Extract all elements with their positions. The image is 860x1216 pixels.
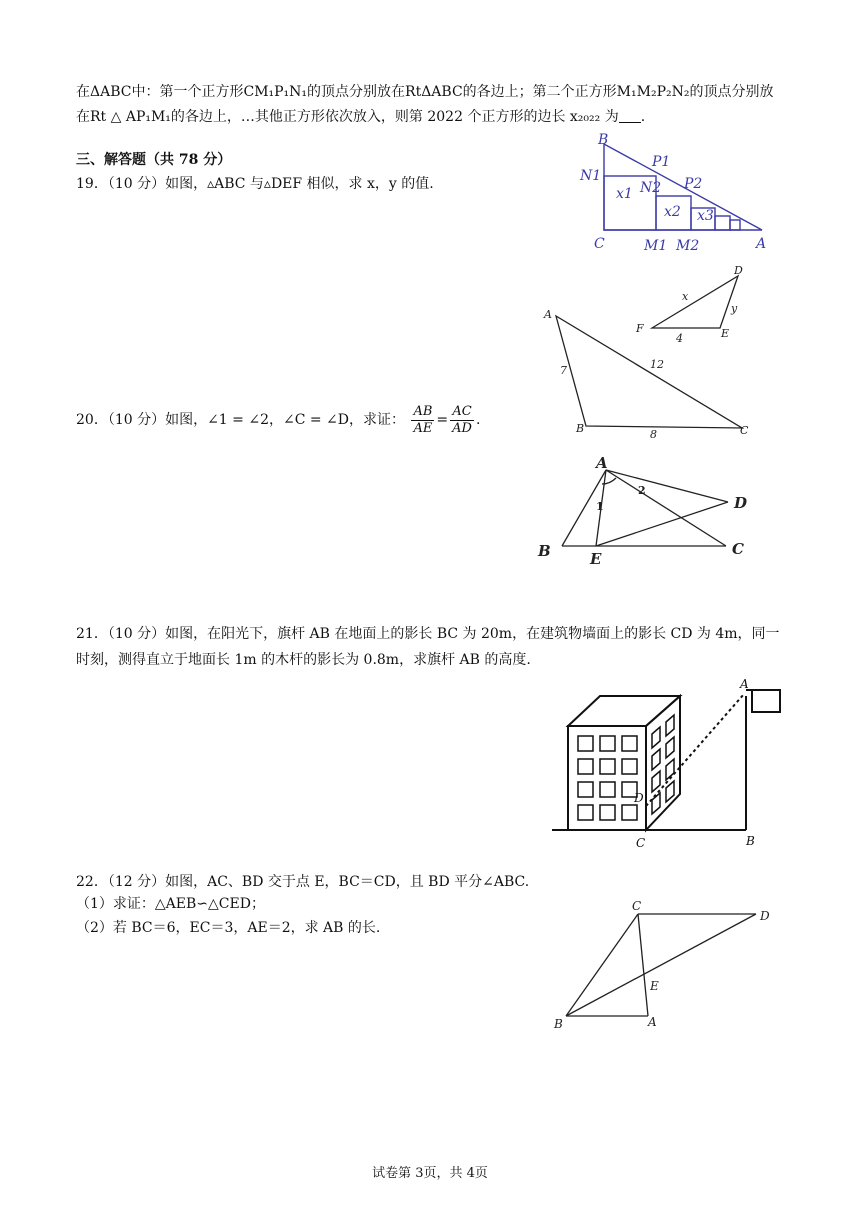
label-D: D xyxy=(734,494,748,512)
q18-line2 xyxy=(76,107,645,127)
q18-line2-text: 在Rt △ AP₁M₁的各边上，…其他正方形依次放入，则第 2022 个正方形的边长 x₂₀₂₂ 为 xyxy=(76,109,619,125)
q18-line1: 在ΔABC中：第一个正方形CM₁P₁N₁的顶点分别放在RtΔABC的各边上；第二个正方形M₁M₂P₂N₂的顶点分别放 xyxy=(76,84,774,100)
label-P2: P2 xyxy=(684,176,703,192)
q21-flagpole-figure xyxy=(548,674,798,852)
label-B: B xyxy=(746,834,755,848)
label-E: E xyxy=(650,979,659,993)
q19-text: 19．（10 分）如图，▵ABC 与▵DEF 相似，求 x，y 的值. xyxy=(76,176,434,192)
label-x1: x1 xyxy=(616,186,633,202)
side-x: x xyxy=(682,290,689,303)
label-D: D xyxy=(634,791,644,805)
angle-1-label: 1 xyxy=(596,500,604,513)
fraction-ac-ad: $\frac{AC}{AD}$ xyxy=(452,403,472,436)
q22-line1: 22．（12 分）如图，AC、BD 交于点 E，BC＝CD，且 BD 平分∠ABC. xyxy=(76,874,530,890)
q18-squares-figure xyxy=(578,132,778,252)
label-C: C xyxy=(632,899,642,913)
page-footer: 试卷第 3页，共 4页 xyxy=(372,1166,488,1181)
q20-text-after: . xyxy=(475,412,481,428)
side-y: y xyxy=(731,302,738,315)
q22-line2: （1）求证：△AEB∽△CED； xyxy=(76,896,265,912)
label-x3: x3 xyxy=(697,208,714,224)
label-B: B xyxy=(538,542,551,560)
label-N2: N2 xyxy=(640,180,662,196)
q21-line2: 时刻，测得直立于地面长 1m 的木杆的影长为 0.8m，求旗杆 AB 的高度. xyxy=(76,652,531,668)
label-C: C xyxy=(594,236,605,252)
q20-text xyxy=(76,400,480,440)
q22-figure xyxy=(548,896,788,1036)
label-x2: x2 xyxy=(664,204,681,220)
label-E: E xyxy=(590,550,602,568)
q20-text-before: 20．（10 分）如图，∠1 = ∠2，∠C = ∠D，求证： xyxy=(76,412,406,428)
q19-similar-triangles-figure xyxy=(540,262,770,442)
angle-2-label: 2 xyxy=(638,484,646,497)
label-N1: N1 xyxy=(580,168,602,184)
label-A: A xyxy=(756,236,767,252)
label-D: D xyxy=(734,264,743,277)
label-A: A xyxy=(648,1015,657,1029)
fraction-ab-ae: $\frac{AB}{AE}$ xyxy=(413,403,433,436)
q20-triangles-figure xyxy=(530,452,760,570)
q18-line2-end: . xyxy=(640,109,646,125)
label-C: C xyxy=(636,836,646,850)
label-F: F xyxy=(636,322,644,335)
label-A: A xyxy=(544,308,552,321)
label-C: C xyxy=(732,540,744,558)
label-M1: M1 xyxy=(644,238,668,252)
answer-blank[interactable] xyxy=(619,108,641,123)
label-B: B xyxy=(576,422,585,435)
label-C: C xyxy=(740,424,749,437)
side-4: 4 xyxy=(676,332,683,345)
label-M2: M2 xyxy=(676,238,700,252)
label-B: B xyxy=(554,1017,563,1031)
side-7: 7 xyxy=(560,364,567,377)
q22-line3: （2）若 BC＝6，EC＝3，AE＝2，求 AB 的长. xyxy=(76,920,381,936)
label-B: B xyxy=(598,132,609,148)
label-E: E xyxy=(721,327,730,340)
q21-line1: 21．（10 分）如图，在阳光下，旗杆 AB 在地面上的影长 BC 为 20m，在建筑物墙面上的影长 CD 为 4m，同一 xyxy=(76,626,780,642)
label-D: D xyxy=(760,909,770,923)
side-8: 8 xyxy=(650,428,657,441)
label-P1: P1 xyxy=(652,154,671,170)
section-title: 三、解答题（共 78 分） xyxy=(76,152,232,168)
label-A: A xyxy=(596,454,608,472)
label-A: A xyxy=(740,677,749,691)
equals-sign: = xyxy=(436,412,449,428)
side-12: 12 xyxy=(650,358,664,371)
